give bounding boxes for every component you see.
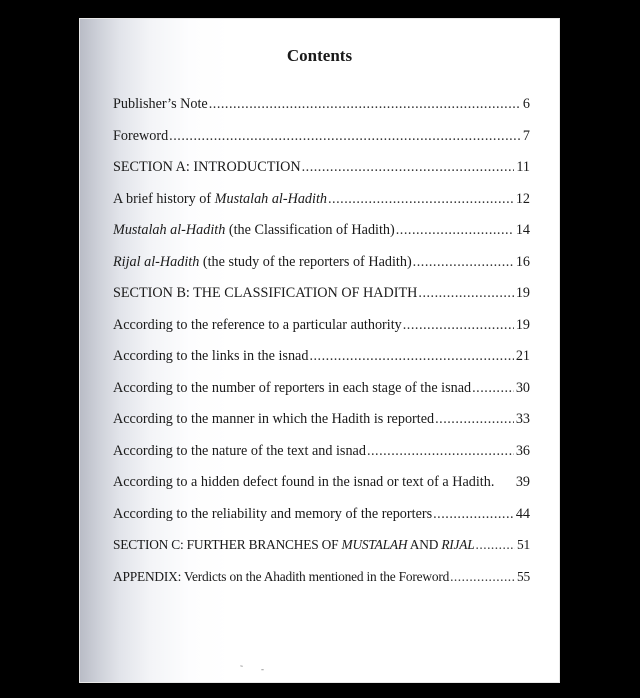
italic-term: MUSTALAH <box>341 537 408 552</box>
italic-term: Mustalah al-Hadith <box>113 222 226 238</box>
toc-entry <box>113 254 530 286</box>
toc-page-number: 7 <box>522 127 530 144</box>
toc-page-number: 39 <box>515 474 530 490</box>
toc-entry <box>113 537 530 569</box>
toc-entry <box>113 191 530 223</box>
toc-entry <box>113 128 530 160</box>
toc-entry <box>113 506 530 538</box>
toc-page-number: 14 <box>515 222 530 238</box>
dot-leader <box>476 537 515 553</box>
title-text: SECTION B: THE CLASSIFICATION OF HADITH <box>113 285 418 301</box>
title-text: According to the reliability and memory of the reporters <box>113 505 433 522</box>
dot-leader <box>328 191 514 208</box>
title-text: SECTION C: FURTHER BRANCHES OF <box>113 537 342 552</box>
title-text: Publisher’s Note <box>113 96 208 112</box>
toc-entry-title <box>113 191 327 208</box>
title-text: According to the number of reporters in each stage of the isnad <box>113 379 472 396</box>
dot-leader <box>309 348 513 365</box>
title-text: A brief history of <box>113 190 215 207</box>
toc-page-number: 21 <box>515 348 530 364</box>
dot-leader <box>433 506 514 523</box>
toc-entry-title <box>113 380 471 397</box>
italic-term: Mustalah al-Hadith <box>214 190 327 207</box>
toc-entry-title <box>113 569 449 585</box>
toc-page-number: 12 <box>515 190 530 207</box>
toc-entry-title <box>113 159 301 176</box>
toc-page-number: 11 <box>516 159 530 175</box>
toc-entry <box>113 348 530 380</box>
dot-leader <box>169 128 521 145</box>
toc-entry-title <box>113 317 402 334</box>
dot-leader <box>418 285 513 302</box>
toc-page-number: 6 <box>522 96 530 112</box>
toc-entry-title <box>113 474 494 491</box>
title-text: According to the links in the isnad <box>113 348 309 364</box>
dot-leader <box>396 222 514 239</box>
toc-entry-title <box>113 222 395 239</box>
scan-artifact: ˜ ‐ <box>240 664 264 674</box>
toc-page-number: 51 <box>517 537 530 552</box>
dot-leader <box>403 317 514 334</box>
toc-entry <box>113 380 530 412</box>
toc-entry-title <box>113 443 366 460</box>
toc-entry <box>113 222 530 254</box>
title-text: APPENDIX: Verdicts on the Ahadith mentioned in the Foreword <box>113 568 450 584</box>
title-text: According to the nature of the text and isnad <box>113 442 366 459</box>
toc-entry-title <box>113 537 475 553</box>
toc-page-number: 36 <box>515 442 530 459</box>
toc-entry <box>113 159 530 191</box>
dot-leader <box>367 443 514 460</box>
dot-leader <box>472 380 514 397</box>
dot-leader <box>209 96 521 113</box>
document-page <box>79 18 560 683</box>
toc-entry <box>113 96 530 128</box>
toc-entry <box>113 411 530 443</box>
dot-leader <box>302 159 515 176</box>
toc-page-number: 19 <box>515 316 530 333</box>
toc-entry <box>113 569 530 601</box>
toc-entry-title <box>113 254 412 271</box>
italic-term: Rijal al-Hadith <box>113 253 200 270</box>
title-text: According to the manner in which the Hadith is reported <box>113 411 435 427</box>
toc-page-number: 44 <box>515 505 530 522</box>
toc-entry-title <box>113 128 168 145</box>
toc-page-number: 19 <box>515 285 530 301</box>
table-of-contents <box>113 96 530 600</box>
toc-entry <box>113 474 530 506</box>
dot-leader <box>435 411 514 428</box>
title-text: (the Classification of Hadith) <box>225 222 395 238</box>
toc-entry-title <box>113 285 417 302</box>
title-text: According to the reference to a particular authority <box>113 316 402 333</box>
toc-page-number: 33 <box>515 411 530 427</box>
page-title: Contents <box>286 46 353 65</box>
title-text: SECTION A: INTRODUCTION <box>113 159 301 175</box>
toc-page-number: 55 <box>517 568 530 584</box>
toc-entry <box>113 317 530 349</box>
toc-entry-title <box>113 411 434 428</box>
toc-page-number: 30 <box>515 379 530 396</box>
dot-leader <box>450 569 515 585</box>
title-text: (the study of the reporters of Hadith) <box>199 253 412 270</box>
italic-term: RIJAL <box>441 537 475 552</box>
toc-entry-title <box>113 348 308 365</box>
toc-page-number: 16 <box>515 253 530 270</box>
toc-entry-title <box>113 96 208 113</box>
toc-entry-title <box>113 506 432 523</box>
title-text: Foreword <box>113 127 169 144</box>
title-text: According to a hidden defect found in the isnad or text of a Hadith. <box>113 474 495 490</box>
dot-leader <box>413 254 514 271</box>
toc-entry <box>113 285 530 317</box>
toc-entry <box>113 443 530 475</box>
title-text: AND <box>407 537 442 552</box>
